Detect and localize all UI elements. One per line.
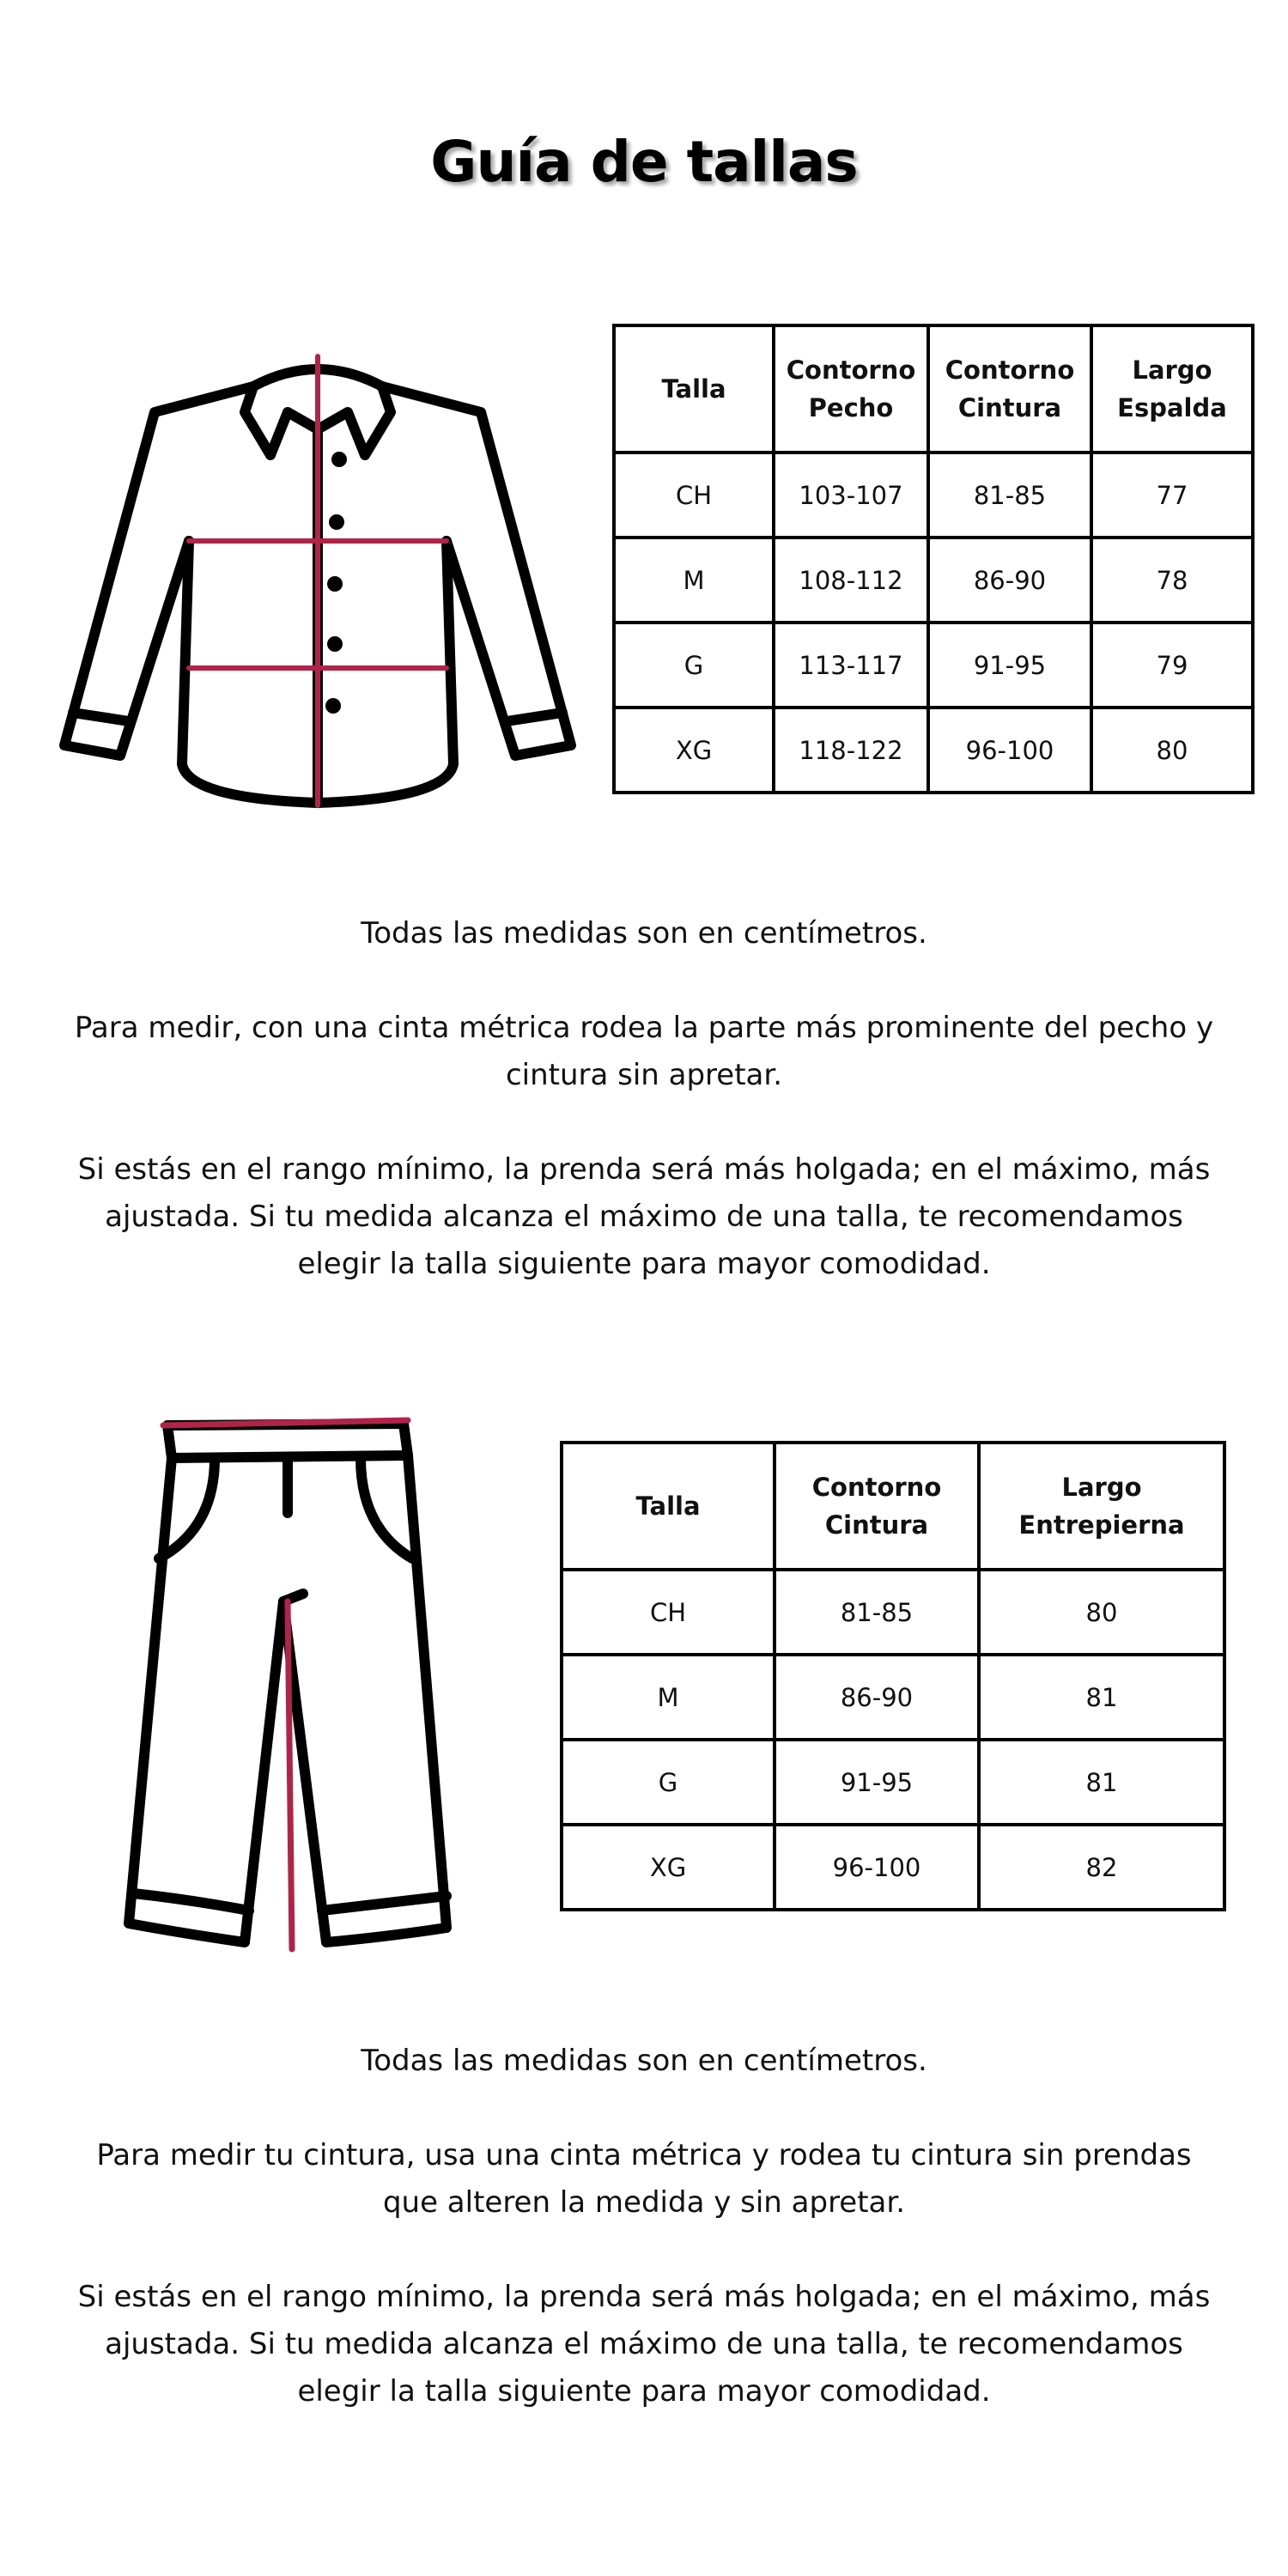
header-talla: Talla xyxy=(562,1443,775,1570)
shirt-notes xyxy=(69,910,1219,1288)
cell-size: CH xyxy=(562,1570,775,1655)
cell-size: M xyxy=(562,1655,775,1740)
cell-waist: 96-100 xyxy=(928,708,1091,793)
header-contorno-cintura: Contorno Cintura xyxy=(775,1443,979,1570)
cell-back-length: 78 xyxy=(1091,538,1253,623)
table-row xyxy=(562,1825,1224,1910)
cell-size: XG xyxy=(614,708,774,793)
table-row xyxy=(562,1570,1224,1655)
shirt-measure-icon xyxy=(52,335,584,816)
note-units: Todas las medidas son en centímetros. xyxy=(361,2044,927,2078)
note-how-to-measure: Para medir tu cintura, usa una cinta métrica y rodea tu cintura sin prendas que alteren la medida y sin apretar. xyxy=(96,2138,1192,2220)
header-contorno-cintura: Contorno Cintura xyxy=(928,325,1091,453)
cell-size: XG xyxy=(562,1825,775,1910)
cell-inseam: 80 xyxy=(979,1570,1224,1655)
cell-waist: 81-85 xyxy=(928,453,1091,538)
table-header-row xyxy=(614,325,1253,453)
shirt-size-table xyxy=(612,324,1255,794)
cell-inseam: 82 xyxy=(979,1825,1224,1910)
table-row xyxy=(614,708,1253,793)
table-row xyxy=(614,623,1253,708)
cell-size: G xyxy=(614,623,774,708)
cell-waist: 91-95 xyxy=(928,623,1091,708)
header-talla: Talla xyxy=(614,325,774,453)
cell-back-length: 79 xyxy=(1091,623,1253,708)
cell-chest: 103-107 xyxy=(774,453,928,538)
cell-back-length: 80 xyxy=(1091,708,1253,793)
cell-waist: 86-90 xyxy=(775,1655,979,1740)
cell-chest: 113-117 xyxy=(774,623,928,708)
table-row xyxy=(562,1655,1224,1740)
cell-back-length: 77 xyxy=(1091,453,1253,538)
header-largo-entrepierna: Largo Entrepierna xyxy=(979,1443,1224,1570)
pants-notes xyxy=(69,2038,1219,2415)
cell-inseam: 81 xyxy=(979,1740,1224,1825)
cell-waist: 96-100 xyxy=(775,1825,979,1910)
note-fit-advice: Si estás en el rango mínimo, la prenda será más holgada; en el máximo, más ajustada. Si tu medida alcanza el máximo de una talla, te recomendamos elegir la talla siguiente para mayor comodidad. xyxy=(77,1152,1211,1281)
table-header-row xyxy=(562,1443,1224,1570)
cell-chest: 108-112 xyxy=(774,538,928,623)
pants-size-table xyxy=(560,1441,1226,1911)
cell-size: G xyxy=(562,1740,775,1825)
page-title: Guía de tallas xyxy=(430,129,858,195)
cell-inseam: 81 xyxy=(979,1655,1224,1740)
cell-waist: 81-85 xyxy=(775,1570,979,1655)
note-fit-advice: Si estás en el rango mínimo, la prenda será más holgada; en el máximo, más ajustada. Si tu medida alcanza el máximo de una talla, te recomendamos elegir la talla siguiente para mayor comodidad. xyxy=(77,2280,1211,2409)
note-units: Todas las medidas son en centímetros. xyxy=(361,916,927,951)
pants-measure-icon xyxy=(116,1408,459,1966)
cell-size: M xyxy=(614,538,774,623)
table-row xyxy=(614,538,1253,623)
cell-waist: 91-95 xyxy=(775,1740,979,1825)
cell-size: CH xyxy=(614,453,774,538)
header-contorno-pecho: Contorno Pecho xyxy=(774,325,928,453)
note-how-to-measure: Para medir, con una cinta métrica rodea la parte más prominente del pecho y cintura sin apretar. xyxy=(74,1011,1214,1092)
cell-waist: 86-90 xyxy=(928,538,1091,623)
header-largo-espalda: Largo Espalda xyxy=(1091,325,1253,453)
table-row xyxy=(614,453,1253,538)
cell-chest: 118-122 xyxy=(774,708,928,793)
table-row xyxy=(562,1740,1224,1825)
